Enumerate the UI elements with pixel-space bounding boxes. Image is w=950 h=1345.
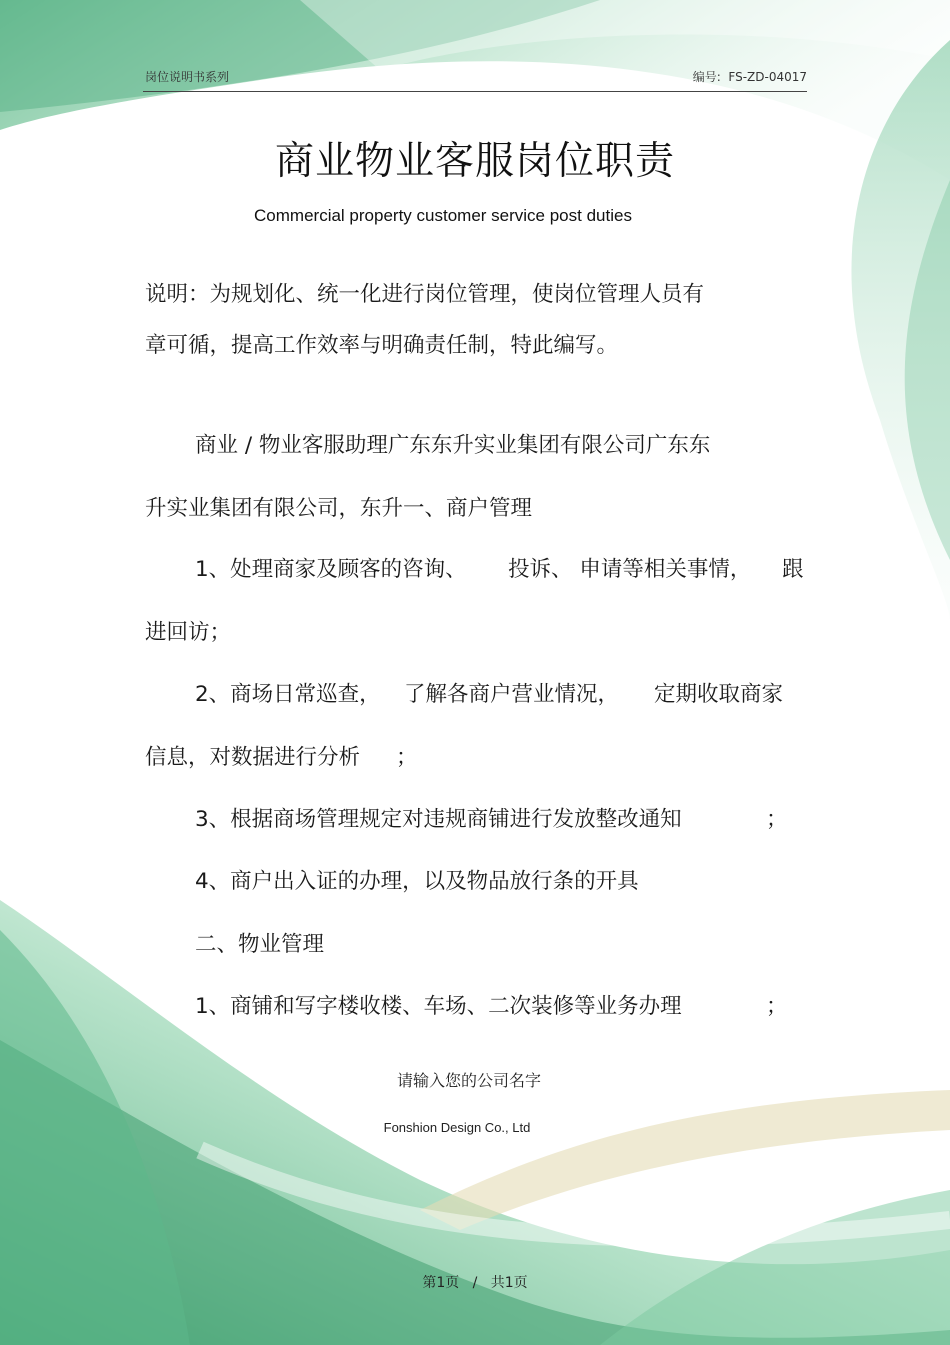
item-2-part-a: 2、商场日常巡查， [195,682,381,707]
item-1-part-c: 跟 [782,557,804,582]
item-2-line-2-part-a: 信息，对数据进行分析 [145,745,361,770]
item-2-line-2-part-b: ； [396,745,418,770]
item-3-end: ； [766,807,788,832]
section-2-item-1-end: ； [766,994,788,1019]
page-title: 商业物业客服岗位职责 [274,139,675,184]
item-2-part-b: 了解各商户营业情况， [404,682,620,707]
page-subtitle: Commercial property customer service post duties [254,206,632,225]
document-code [693,68,807,85]
intro-line-2: 章可循，提高工作效率与明确责任制，特此编写。 [145,333,619,358]
section-2-heading: 二、物业管理 [195,932,325,957]
document-code-value: FS-ZD-04017 [728,70,807,84]
body-paragraph-1-line-2: 升实业集团有限公司，东升一、商户管理 [145,496,533,521]
item-2-part-c: 定期收取商家 [654,682,784,707]
page-number: 第1页 / 共1页 [422,1275,528,1291]
section-2-item-1-text: 1、商铺和写字楼收楼、车场、二次装修等业务办理 [195,994,682,1019]
item-1-line-2: 进回访； [145,620,232,645]
company-name-english: Fonshion Design Co., Ltd [383,1120,531,1135]
item-1-part-b: 投诉、 申请等相关事情， [508,557,752,582]
document-series: 岗位说明书系列 [145,70,230,84]
header-divider [143,91,807,92]
item-4-text: 4、商户出入证的办理，以及物品放行条的开具 [195,869,639,894]
company-name-placeholder: 请输入您的公司名字 [396,1071,541,1090]
document-code-label: 编号: [692,70,721,84]
body-paragraph-1-line-1: 商业 / 物业客服助理广东东升实业集团有限公司广东东 [195,433,711,458]
intro-line-1: 说明：为规划化、统一化进行岗位管理，使岗位管理人员有 [145,282,705,307]
item-3-text: 3、根据商场管理规定对违规商铺进行发放整改通知 [195,807,682,832]
item-1-part-a: 1、处理商家及顾客的咨询、 [195,557,467,582]
